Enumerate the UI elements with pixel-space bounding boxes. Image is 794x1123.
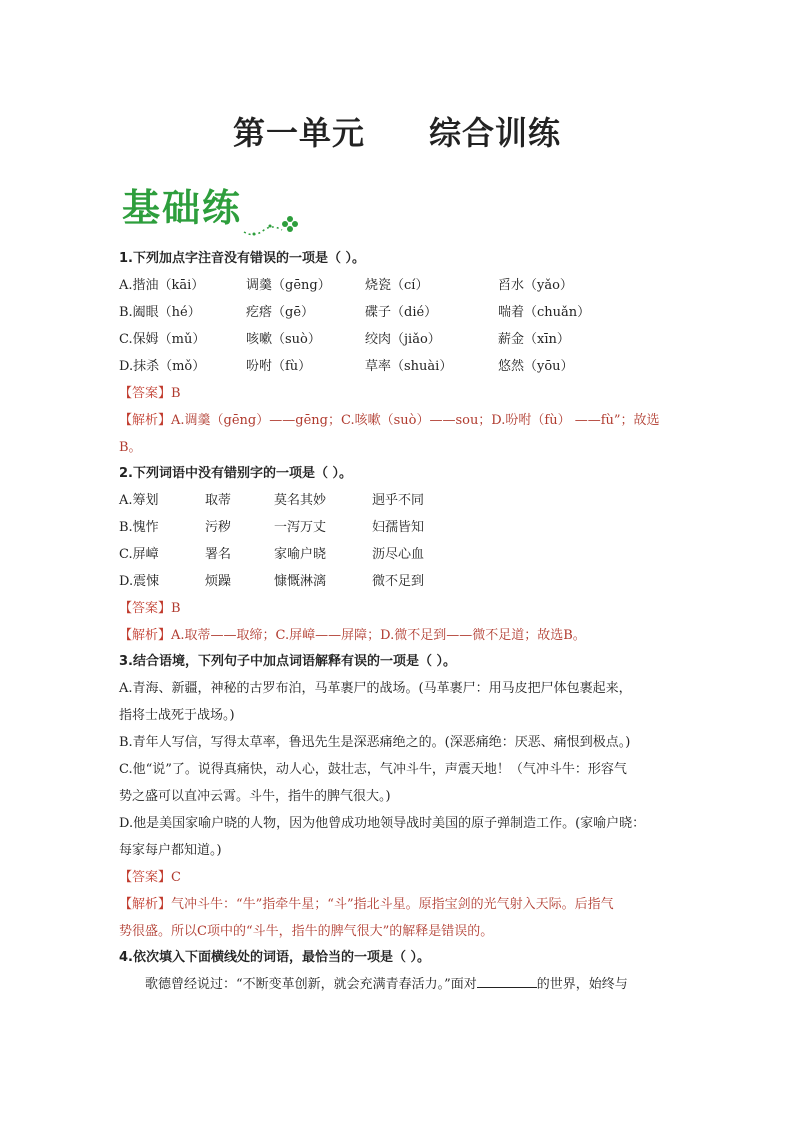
vine-decoration-icon bbox=[242, 204, 302, 240]
section-logo bbox=[122, 184, 242, 240]
q4-passage: 歌德曾经说过：“不断变革创新，就会充满青春活力。”面对 的世界，始终与 bbox=[119, 971, 679, 998]
question-4-stem: 4.依次填入下面横线处的词语，最恰当的一项是（ ）。 bbox=[119, 950, 431, 965]
q3-line: B.青年人写信，写得太草率，鲁迅先生是深恶痛绝之的。(深恶痛绝：厌恶、痛恨到极点。) bbox=[119, 735, 631, 750]
q3-line: 每家每户都知道。) bbox=[119, 843, 222, 858]
page-title bbox=[0, 108, 794, 154]
q2-option-d: D.震悚 烦躁 慷慨淋漓 微不足到 bbox=[119, 574, 425, 589]
q2-option-a: A.筹划 取蒂 莫名其妙 迥乎不同 bbox=[119, 493, 425, 508]
q1-option-a: A.揩油（kāi） 调羹（gēng） 烧瓷（cí） 舀水（yǎo） bbox=[119, 278, 573, 293]
q2-answer: 【答案】B bbox=[119, 601, 181, 616]
question-3-stem: 3.结合语境，下列句子中加点词语解释有误的一项是（ ）。 bbox=[119, 654, 457, 669]
q3-line: 势之盛可以直冲云霄。斗牛，指牛的脾气很大。) bbox=[119, 789, 391, 804]
section-label: 基础练 bbox=[122, 186, 243, 230]
q1-option-b: B.阖眼（hé） 疙瘩（gē） 碟子（dié） 喘着（chuǎn） bbox=[119, 305, 591, 320]
page-title-unit: 第一单元 bbox=[232, 114, 365, 152]
q2-option-b: B.愧怍 污秽 一泻万丈 妇孺皆知 bbox=[119, 520, 425, 535]
q3-answer: 【答案】C bbox=[119, 870, 181, 885]
q1-analysis: 【解析】A.调羹（gēng）——gēng；C.咳嗽（suò）——sou；D.吩咐（fù） ——fù”；故选B。 bbox=[119, 413, 660, 455]
q1-option-c: C.保姆（mǔ） 咳嗽（suò） 绞肉（jiǎo） 薪金（xīn） bbox=[119, 332, 570, 347]
page-title-topic: 综合训练 bbox=[429, 114, 562, 152]
fill-blank[interactable] bbox=[477, 973, 537, 988]
question-2-stem: 2.下列词语中没有错别字的一项是（ ）。 bbox=[119, 466, 353, 481]
worksheet-content bbox=[119, 246, 679, 998]
q2-option-c: C.屏嶂 署名 家喻户晓 沥尽心血 bbox=[119, 547, 425, 562]
question-1-stem: 1.下列加点字注音没有错误的一项是（ ）。 bbox=[119, 251, 366, 266]
q2-analysis: 【解析】A.取蒂——取缔；C.屏嶂——屏障；D.微不足到——微不足道；故选B。 bbox=[119, 628, 586, 643]
q3-line: D.他是美国家喻户晓的人物，因为他曾成功地领导战时美国的原子弹制造工作。(家喻户晓： bbox=[119, 816, 646, 831]
q1-answer: 【答案】B bbox=[119, 386, 181, 401]
q1-option-d: D.抹杀（mǒ） 吩咐（fù） 草率（shuài） 悠然（yōu） bbox=[119, 359, 574, 374]
q3-analysis-cont: 势很盛。所以C项中的“斗牛，指牛的脾气很大”的解释是错误的。 bbox=[119, 924, 494, 939]
q3-line: 指将士战死于战场。) bbox=[119, 708, 235, 723]
q3-analysis: 【解析】气冲斗牛：“牛”指牵牛星；“斗”指北斗星。原指宝剑的光气射入天际。后指气 bbox=[119, 897, 614, 912]
q3-line: C.他“说”了。说得真痛快，动人心，鼓壮志，气冲斗牛，声震天地！（气冲斗牛：形容气 bbox=[119, 762, 627, 777]
q3-line: A.青海、新疆，神秘的古罗布泊，马革裹尸的战场。(马革裹尸：用马皮把尸体包裹起来， bbox=[119, 681, 632, 696]
